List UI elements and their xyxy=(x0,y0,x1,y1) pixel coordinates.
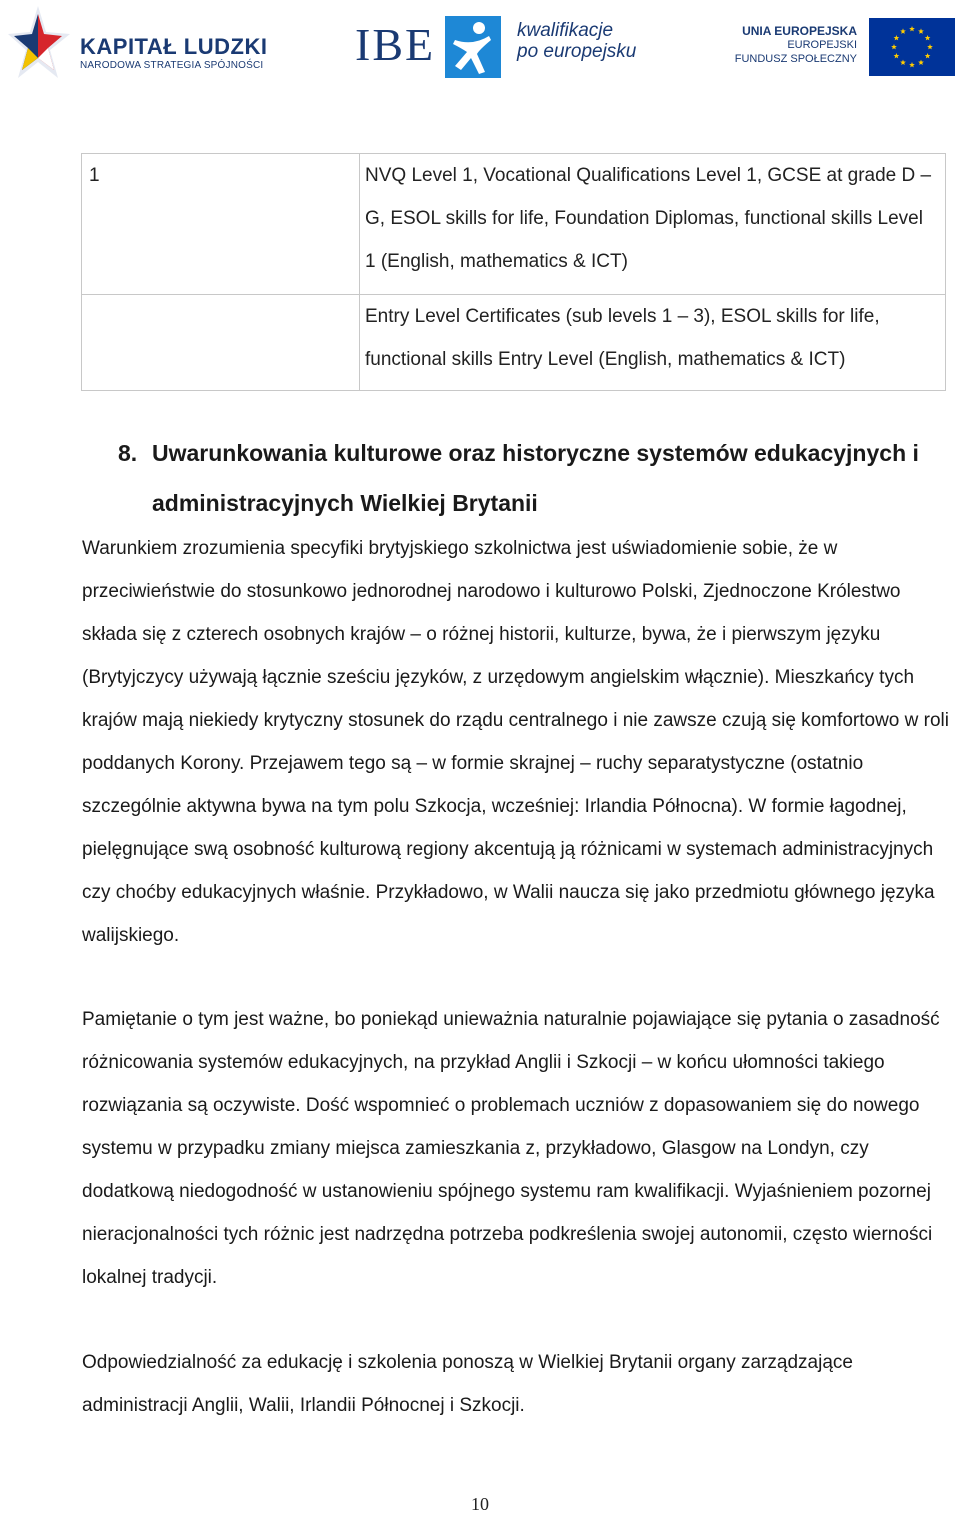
eu-logo-line2: EUROPEJSKI xyxy=(787,39,857,51)
ibe-tagline-line2: po europejsku xyxy=(517,41,637,62)
section-number: 8. xyxy=(118,440,138,466)
table-cell-level: 1 xyxy=(82,154,360,295)
table-row xyxy=(82,295,946,391)
eu-flag-icon xyxy=(869,18,955,76)
kapital-ludzki-logo xyxy=(8,4,278,88)
kapital-ludzki-star-icon xyxy=(8,4,72,88)
ibe-tagline-line1: kwalifikacje xyxy=(517,20,614,41)
paragraph: Pamiętanie o tym jest ważne, bo poniekąd unieważnia naturalnie pojawiające się pytania o zasadność różnicowania systemów edukacyjnych, na przykład Anglii i Szkocji – w końcu ułomności takiego rozwiązania są oczywiste. Dość wspomnieć o problemach uczniów z dopasowaniem się do nowego systemu w przypadku zmiany miejsca zamieszkania z, przykładowo, Glasgow na Londyn, czy dodatkową niedogodność w ustanowieniu spójnego systemu ram kwalifikacji. Wyjaśnieniem pozornej nieracjonalności tych różnic jest nadrzędna potrzeba podkreślenia swojej autonomii, często wierności lokalnej tradycji. xyxy=(82,1009,940,1288)
eu-logo-line1: UNIA EUROPEJSKA xyxy=(742,24,857,38)
kapital-ludzki-subtitle: NARODOWA STRATEGIA SPÓJNOŚCI xyxy=(80,60,264,71)
table-cell-level xyxy=(82,295,360,391)
table-cell-description: Entry Level Certificates (sub levels 1 – 3), ESOL skills for life, functional skills Entry Level (English, mathematics & ICT) xyxy=(360,295,946,391)
table-row xyxy=(82,154,946,295)
qualifications-table xyxy=(81,153,946,391)
page-number: 10 xyxy=(471,1494,489,1514)
ibe-abbr: IBE xyxy=(355,19,436,70)
ibe-logo xyxy=(355,14,645,84)
page-header xyxy=(0,0,960,96)
table-cell-description: NVQ Level 1, Vocational Qualifications Level 1, GCSE at grade D – G, ESOL skills for life, Foundation Diplomas, functional skills Level 1 (English, mathematics & ICT) xyxy=(360,154,946,295)
kapital-ludzki-title: KAPITAŁ LUDZKI xyxy=(80,34,268,59)
eu-logo-text xyxy=(735,24,857,66)
eu-logo-line3: FUNDUSZ SPOŁECZNY xyxy=(734,53,857,65)
ibe-tagline xyxy=(517,20,636,62)
section-title: Uwarunkowania kulturowe oraz historyczne systemów edukacyjnych i administracyjnych Wielkiej Brytanii xyxy=(152,440,919,516)
eu-logo xyxy=(730,16,955,78)
person-figure-icon xyxy=(445,16,501,78)
paragraph: Odpowiedzialność za edukację i szkolenia ponoszą w Wielkiej Brytanii organy zarządzające administracji Anglii, Walii, Irlandii Północnej i Szkocji. xyxy=(82,1352,853,1416)
paragraph: Warunkiem zrozumienia specyfiki brytyjskiego szkolnictwa jest uświadomienie sobie, że w przeciwieństwie do stosunkowo jednorodnej narodowo i kulturowo Polski, Zjednoczone Królestwo składa się z czterech osobnych krajów – o różnej historii, kulturze, bywa, że i pierwszym języku (Brytyjczycy używają łącznie sześciu języków, z urzędowym angielskim włącznie). Mieszkańcy tych krajów mają niekiedy krytyczny stosunek do rządu centralnego i nie zawsze czują się komfortowo w roli poddanych Korony. Przejawem tego są – w formie skrajnej – ruchy separatystyczne (ostatnio szczególnie aktywna bywa na tym polu Szkocja, wcześniej: Irlandia Północna). W formie łagodnej, pielęgnujące swą osobność kulturową regiony akcentują ją różnicami w systemach administracyjnych czy choćby edukacyjnych właśnie. Przykładowo, w Walii naucza się jako przedmiotu głównego języka walijskiego. xyxy=(82,538,949,946)
